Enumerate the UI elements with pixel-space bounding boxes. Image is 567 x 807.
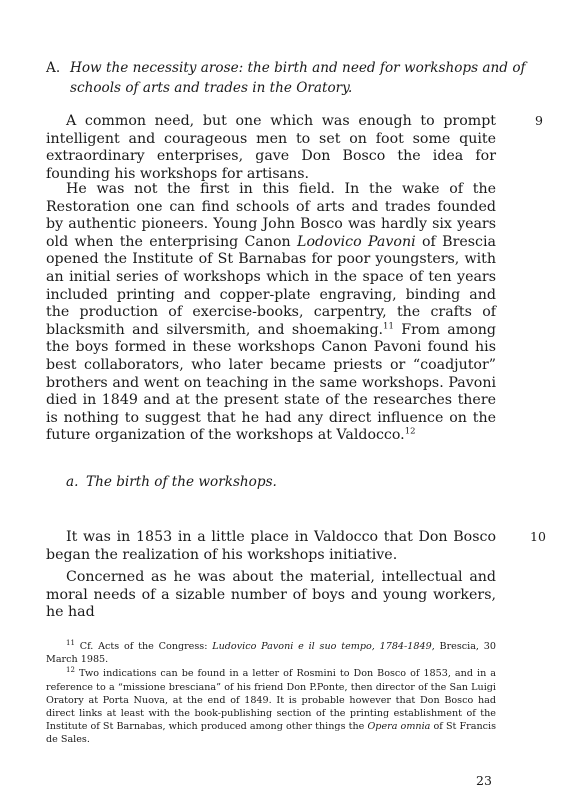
footnote-12 (46, 667, 496, 746)
paragraph-3-text: It was in 1853 in a little place in Valdocco that Don Bosco began the realization of his workshops initiative. (46, 529, 496, 563)
page-number: 23 (476, 773, 492, 788)
paragraph-1-text: A common need, but one which was enough to prompt intelligent and courageous men to set on foot some quite extraordinary enterprises, gave Don Bosco the idea for founding his workshops for artisans. (46, 113, 496, 182)
section-heading (46, 58, 530, 98)
paragraph-2-text-a: He was not the first in this field. In the wake of the Restoration one can find schools of arts and trades founded by authentic pioneers. Young John Bosco was hardly six years old when the enterprising Canon (46, 181, 496, 250)
paragraph-2-text-c: From among the boys formed in these workshops Canon Pavoni found his best collaborators, who later became priests or “coadjutor” brothers and went on teaching in the same workshops. Pavoni died in 1849 and at the present state of the researches there is nothing to suggest that he had any direct influence on the future organization of the workshops at Valdocco. (46, 321, 496, 444)
paragraph-3 (46, 529, 496, 564)
pavoni-name: Lodovico Pavoni (297, 233, 416, 250)
paragraph-4 (46, 569, 496, 622)
footnote-11-post: , Brescia, 30 March 1985. (46, 641, 496, 666)
paragraph-2-text-b: of Brescia opened the Institute of St Barnabas for poor youngsters, with an initial series of workshops which in the space of ten years included printing and copper-plate engraving, binding and the production of exercise-books, carpentry, the crafts of blacksmith and silversmith, and shoemaking. (46, 233, 496, 338)
subsection-title: The birth of the workshops. (86, 474, 277, 490)
footnotes (46, 640, 496, 748)
footnote-ref-12: 12 (404, 426, 416, 437)
footnote-11-pre: Cf. Acts of the Congress: (79, 641, 213, 652)
section-title: How the necessity arose: the birth and need for workshops and of schools of arts and trades in the Oratory. (70, 60, 526, 96)
footnote-11-number: 11 (66, 638, 75, 647)
footnote-11 (46, 640, 496, 666)
footnote-ref-11: 11 (383, 321, 394, 332)
footnote-12-title: Opera omnia (367, 721, 431, 733)
margin-number-10: 10 (530, 529, 546, 544)
footnote-12-number: 12 (66, 666, 75, 675)
paragraph-4-text: Concerned as he was about the material, intellectual and moral needs of a sizable number of boys and young workers, he had (46, 569, 496, 621)
footnote-12-pre: Two indications can be found in a letter of Rosmini to Don Bosco of 1853, and in a reference to a “missione bresciana” of his friend Don P.Ponte, then director of the San Luigi Oratory at Porta Nuova, at the end of 1849. It is probable however that Don Bosco had direct links at least with the book-publishing section of the printing establishment of the Institute of St Barnabas, which produced among other things the (46, 668, 496, 733)
footnote-11-title: Ludovico Pavoni e il suo tempo, 1784-1849 (212, 641, 432, 652)
margin-number-9: 9 (535, 113, 543, 128)
paragraph-1 (46, 113, 496, 183)
paragraph-2 (46, 181, 496, 445)
subsection-heading (66, 474, 277, 490)
subsection-letter: a. (66, 474, 79, 490)
section-letter: A. (46, 60, 61, 76)
footnote-12-post: of St Francis de Sales. (46, 721, 496, 746)
